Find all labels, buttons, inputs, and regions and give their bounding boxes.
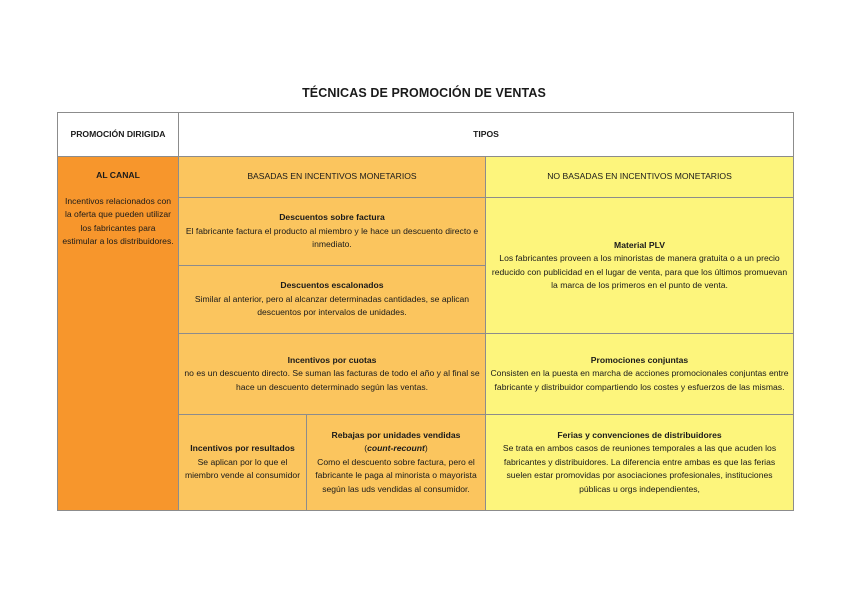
cell-ferias: [486, 415, 794, 511]
incentivos-resultados-text: Se aplican por lo que el miembro vende al consumidor: [184, 456, 301, 481]
promociones-conjuntas-text: Consisten en la puesta en marcha de acciones promocionales conjuntas entre fabricante y distribuidor compartiendo los costes y esfuerzos de las mismas.: [490, 368, 789, 392]
canal-cell: [58, 157, 179, 511]
promociones-conjuntas-title: Promociones conjuntas: [590, 354, 689, 365]
count-recount-label: count-recount: [367, 443, 425, 454]
cell-promociones-conjuntas: [486, 334, 794, 415]
canal-description: Incentivos relacionados con la oferta que pueden utilizar los fabricantes para estimular a los distribuidores.: [62, 195, 174, 246]
incentivos-resultados-title: Incentivos por resultados: [190, 443, 295, 454]
incentivos-cuotas-text: no es un descuento directo. Se suman las facturas de todo el año y al final se hace un descuento determinado según las ventas.: [184, 368, 480, 392]
header-promocion-dirigida: PROMOCIÓN DIRIGIDA: [58, 113, 179, 157]
rebajas-unidades-subtitle: (count-recount): [364, 443, 428, 454]
cell-incentivos-resultados: [179, 415, 307, 511]
col-header-monetarios: BASADAS EN INCENTIVOS MONETARIOS: [179, 157, 486, 198]
cell-incentivos-cuotas: [179, 334, 486, 415]
cell-material-plv: [486, 198, 794, 334]
ferias-title: Ferias y convenciones de distribuidores: [557, 429, 722, 440]
descuentos-escalonados-title: Descuentos escalonados: [280, 280, 384, 291]
col-header-no-monetarios: NO BASADAS EN INCENTIVOS MONETARIOS: [486, 157, 794, 198]
rebajas-unidades-title: Rebajas por unidades vendidas: [331, 429, 461, 440]
cell-descuentos-escalonados: [179, 266, 486, 334]
cell-rebajas-unidades: [307, 415, 486, 511]
canal-title: AL CANAL: [96, 170, 140, 180]
rebajas-unidades-text: Como el descuento sobre factura, pero el fabricante le paga al minorista o mayorista según las uds vendidas al consumidor.: [315, 456, 477, 494]
ferias-text: Se trata en ambos casos de reuniones temporales a las que acuden los fabricantes y distribuidores. La diferencia entre ambas es que las ferias suelen estar promovidas por asociaciones profesionales, instituciones públicas u orgs independientes,: [502, 443, 777, 494]
descuentos-escalonados-text: Similar al anterior, pero al alcanzar determinadas cantidades, se aplican descuentos por intervalos de unidades.: [194, 293, 470, 318]
material-plv-title: Material PLV: [614, 239, 665, 250]
material-plv-text: Los fabricantes proveen a los minoristas de manera gratuita o a un precio reducido con publicidad en el lugar de venta, para que los últimos promuevan la marca de los primeros en el punto de venta.: [491, 253, 788, 290]
header-tipos: TIPOS: [179, 113, 794, 157]
descuentos-factura-title: Descuentos sobre factura: [279, 212, 385, 223]
incentivos-cuotas-title: Incentivos por cuotas: [287, 354, 377, 365]
promotion-techniques-table: [57, 112, 794, 511]
cell-descuentos-factura: [179, 198, 486, 266]
document-title: TÉCNICAS DE PROMOCIÓN DE VENTAS: [302, 86, 546, 100]
descuentos-factura-text: El fabricante factura el producto al miembro y le hace un descuento directo e inmediato.: [185, 225, 479, 250]
